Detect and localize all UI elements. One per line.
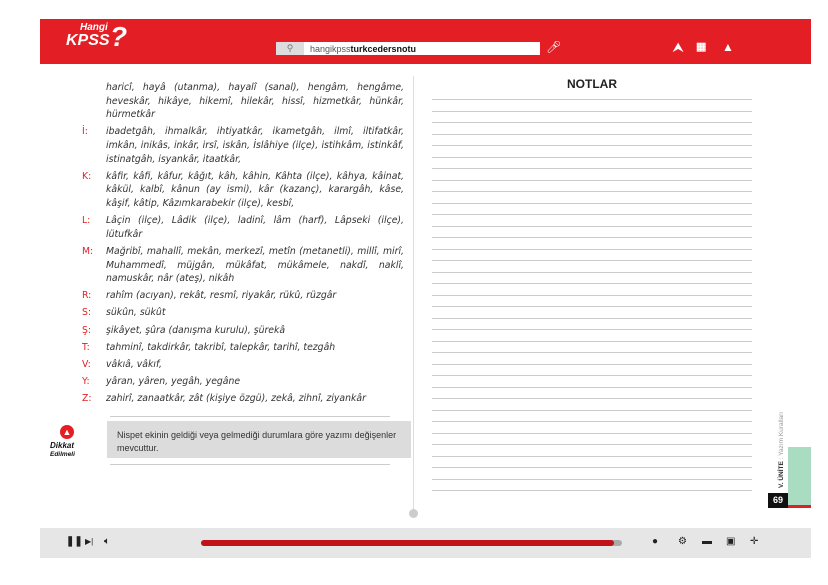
note-line [432, 168, 752, 169]
unit-label: V. ÜNİTE : Yazım Kuralları [778, 411, 785, 488]
word-list [82, 81, 404, 410]
word-list-text: Lâçin (ilçe), Lâdik (ilçe), ladinî, lâm (harf), Lâpseki (ilçe), lütufkâr [106, 215, 404, 240]
unit-tab [788, 447, 811, 505]
word-list-text: sükûn, sükût [106, 307, 166, 319]
note-line [432, 467, 752, 468]
list-item [82, 306, 404, 320]
note-line [432, 456, 752, 457]
divider-handle[interactable] [409, 509, 418, 518]
letter-key: T: [82, 341, 90, 353]
list-item [82, 289, 404, 303]
word-list-text: rahîm (acıyan), rekât, resmî, riyakâr, rükû, rüzgâr [106, 290, 337, 302]
note-line [432, 433, 752, 434]
letter-key: R: [82, 290, 92, 302]
note-line [432, 272, 752, 273]
grid-icon[interactable]: ▦ [696, 41, 707, 53]
list-item [82, 392, 404, 406]
note-line [432, 99, 752, 100]
progress-bar[interactable] [201, 540, 622, 546]
note-line [432, 306, 752, 307]
player-bar [40, 528, 811, 558]
alarm-icon: ▲ [60, 425, 74, 439]
notes-title: NOTLAR [567, 77, 617, 91]
list-item [82, 358, 404, 372]
microphone-icon[interactable]: 🎤︎ [546, 40, 562, 54]
note-line [432, 444, 752, 445]
note-line [432, 249, 752, 250]
note-line [432, 295, 752, 296]
note-line [432, 479, 752, 480]
note-line [432, 398, 752, 399]
subtitles-icon[interactable]: ▬ [702, 536, 712, 547]
note-line [432, 410, 752, 411]
note-line [432, 237, 752, 238]
note-line [432, 157, 752, 158]
list-item [82, 125, 404, 166]
word-list-text: vâkıâ, vâkıf, [106, 359, 163, 371]
note-line [432, 341, 752, 342]
letter-key: L: [82, 215, 91, 227]
bell-icon[interactable]: ▲ [722, 40, 734, 54]
word-list-text: zahirî, zanaatkâr, zât (kişiye özgü), zekâ, zihnî, ziyankâr [106, 393, 366, 405]
list-item [82, 324, 404, 338]
note-line [432, 260, 752, 261]
letter-key [82, 81, 106, 122]
search-input[interactable]: ⚲ hangikpssturkcedersnotu [276, 42, 540, 55]
list-item [82, 214, 404, 241]
list-item [82, 341, 404, 355]
letter-key: Z: [82, 393, 92, 405]
word-list-text: yâran, yâren, yegâh, yegâne [106, 376, 241, 388]
note-line [432, 122, 752, 123]
note-line [432, 375, 752, 376]
upload-icon[interactable]: ⮝ [673, 40, 684, 54]
pip-icon[interactable]: ▣ [726, 536, 736, 547]
note-line [432, 352, 752, 353]
word-list-text: kâfir, kâfi, kâfur, kâğıt, kâh, kâhin, Kâhta (ilçe), kâhya, kâinat, kâkül, kalbî, kânun (ay ismi), kâr (kazanç), karargâh, kâse, kâşif, kâtip, Kâzımkarabekir (ilçe), kesbî, [106, 170, 404, 209]
settings-icon[interactable]: ⚙ [678, 536, 687, 547]
top-bar [40, 19, 811, 64]
list-item [82, 170, 404, 211]
list-item [82, 245, 404, 286]
toggle-icon[interactable]: ● [652, 536, 659, 547]
note-line [432, 214, 752, 215]
search-icon: ⚲ [276, 42, 304, 55]
letter-key: S: [82, 307, 92, 319]
note-line [432, 490, 752, 491]
note-line [432, 387, 752, 388]
letter-key: M: [82, 245, 94, 257]
note-line [432, 364, 752, 365]
note-line [432, 134, 752, 135]
note-line [432, 203, 752, 204]
word-list-text: Mağribî, mahallî, mekân, merkezî, metîn (metanetli), millî, mirî, Muhammedî, müjgân, mükâfat, mükâmele, nakdî, naklî, namuskâr, nâr (ateş), nikâh [106, 245, 404, 285]
word-list-text: şikâyet, şûra (danışma kurulu), şürekâ [106, 324, 286, 336]
letter-key: Ş: [82, 324, 92, 336]
next-icon[interactable]: ▶| [85, 537, 94, 546]
word-list-text: tahminî, takdirkâr, takribî, talepkâr, tarihî, tezgâh [106, 341, 336, 353]
letter-key: İ: [82, 126, 88, 138]
note-line [432, 421, 752, 422]
word-list-text: haricî, hayâ (utanma), hayalî (sanal), hengâm, hengâme, heveskâr, hikâye, hikemî, hilekâr, hissî, hizmetkâr, hünkâr, hürmetkâr [106, 82, 404, 121]
letter-key: Y: [82, 376, 90, 388]
note-line [432, 283, 752, 284]
pause-icon[interactable]: ❚❚ [66, 536, 83, 547]
note-line [432, 191, 752, 192]
letter-key: V: [82, 359, 91, 371]
note-line [432, 318, 752, 319]
list-item [82, 375, 404, 389]
page-divider [413, 76, 414, 510]
letter-key: K: [82, 170, 92, 182]
list-item [82, 81, 404, 122]
note-line [432, 329, 752, 330]
note-line [432, 226, 752, 227]
word-list-text: ibadetgâh, ihmalkâr, ihtiyatkâr, ikametgâh, ilmî, iltifatkâr, imkân, inikâs, inkâr, irsî, iskân, İslâhiye (ilçe), istihkâm, istinkâf, istinatgâh, isyankâr, itaatkâr, [106, 126, 404, 165]
logo[interactable]: Hangi KPSS ? [66, 21, 128, 52]
note-line [432, 180, 752, 181]
note-line [432, 111, 752, 112]
note-line [432, 145, 752, 146]
page-number: 69 [768, 493, 788, 508]
volume-icon[interactable]: 🔈︎ [104, 536, 110, 547]
fullscreen-icon[interactable]: ✛ [750, 536, 759, 547]
